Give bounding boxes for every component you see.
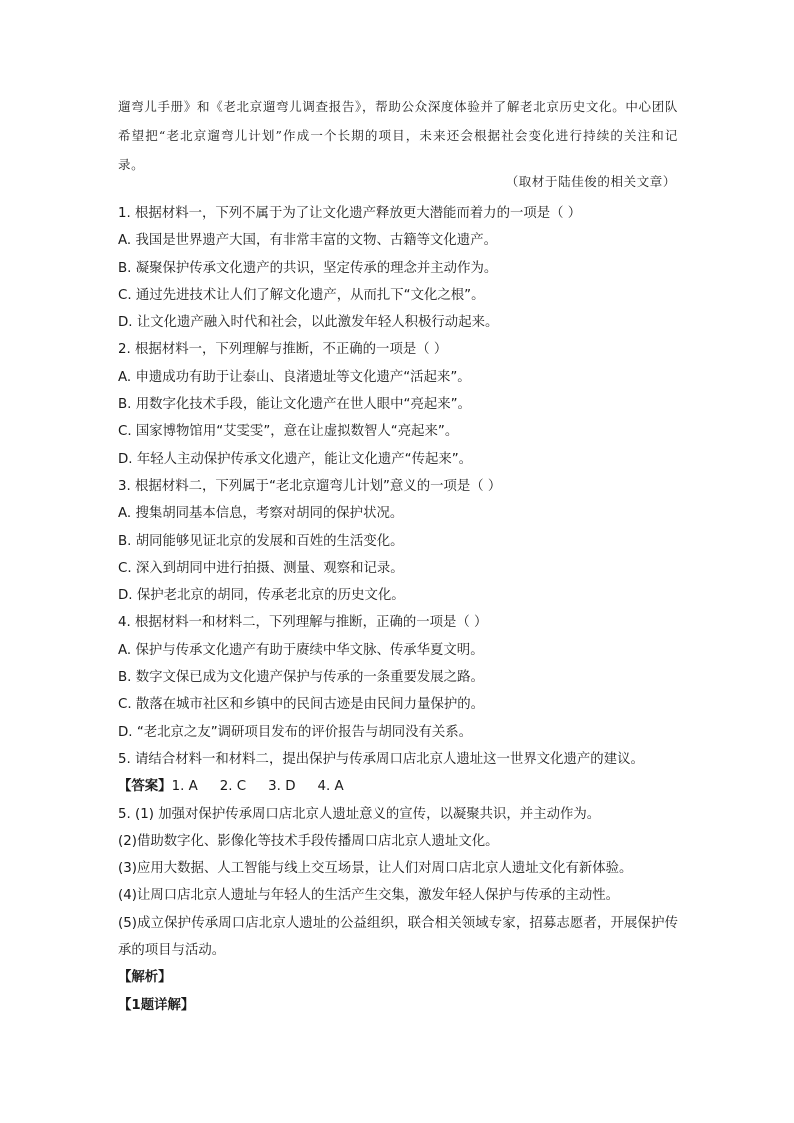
option-a: A. 保护与传承文化遗产有助于赓续中华文脉、传承华夏文明。 <box>118 642 484 658</box>
option-a: A. 申遗成功有助于让泰山、良渚遗址等文化遗产“活起来”。 <box>118 369 471 385</box>
question-2 <box>118 336 678 472</box>
option-c: C. 散落在城市社区和乡镇中的民间古迹是由民间力量保护的。 <box>118 697 485 713</box>
question-1 <box>118 200 678 336</box>
question-stem: 5. 请结合材料一和材料二，提出保护与传承周口店北京人遗址这一世界文化遗产的建议。 <box>118 751 644 767</box>
option-a: A. 搜集胡同基本信息，考察对胡同的保护状况。 <box>118 506 404 522</box>
option-d: D. 保护老北京的胡同，传承老北京的历史文化。 <box>118 588 405 604</box>
question-5 <box>118 746 678 773</box>
answer-item: 2. C <box>219 779 247 795</box>
question-stem: 2. 根据材料一，下列理解与推断，不正确的一项是（ ） <box>118 342 448 358</box>
passage-source: （取材于陆佳俊的相关文章） <box>505 174 676 189</box>
option-b: B. 胡同能够见证北京的发展和百姓的生活变化。 <box>118 533 404 549</box>
answer-5-point: 5. (1) 加强对保护传承周口店北京人遗址意义的宣传，以凝聚共识，并主动作为。 <box>118 806 601 822</box>
option-c: C. 深入到胡同中进行拍摄、测量、观察和记录。 <box>118 560 404 576</box>
option-c: C. 国家博物馆用“艾雯雯”，意在让虚拟数智人“亮起来”。 <box>118 424 459 440</box>
questions-section <box>118 200 678 1019</box>
answer-5-point: (2)借助数字化、影像化等技术手段传播周口店北京人遗址文化。 <box>118 833 499 849</box>
answer-5-list <box>118 801 678 965</box>
answer-item: 4. A <box>317 779 344 795</box>
option-b: B. 凝聚保护传承文化遗产的共识，坚定传承的理念并主动作为。 <box>118 260 498 276</box>
question-stem: 3. 根据材料二，下列属于“老北京遛弯儿计划”意义的一项是（ ） <box>118 478 502 494</box>
question-stem: 1. 根据材料一，下列不属于为了让文化遗产释放更大潜能而着力的一项是（ ） <box>118 206 582 221</box>
question-4 <box>118 609 678 745</box>
question-stem: 4. 根据材料一和材料二，下列理解与推断，正确的一项是（ ） <box>118 615 488 631</box>
option-b: B. 用数字化技术手段，能让文化遗产在世人眼中“亮起来”。 <box>118 397 471 413</box>
answer-5-point: (3)应用大数据、人工智能与线上交互场景，让人们对周口店北京人遗址文化有新体验。 <box>118 861 633 877</box>
option-c: C. 通过先进技术让人们了解文化遗产，从而扎下“文化之根”。 <box>118 287 485 303</box>
answer-item: 3. D <box>268 779 296 795</box>
answer-5-point: (4)让周口店北京人遗址与年轻人的生活产生交集，激发年轻人保护与传承的主动性。 <box>118 888 620 904</box>
option-a: A. 我国是世界遗产大国，有非常丰富的文物、古籍等文化遗产。 <box>118 233 497 249</box>
option-b: B. 数字文保已成为文化遗产保护与传承的一条重要发展之路。 <box>118 670 484 686</box>
analysis-label: 【解析】 <box>118 970 172 986</box>
detail-label: 【1题详解】 <box>118 997 195 1013</box>
answer-5-point: (5)成立保护传承周口店北京人遗址的公益组织，联合相关领域专家，招募志愿者，开展保护传承的项目与活动。 <box>118 915 678 959</box>
answer-label: 【答案】 <box>118 779 172 795</box>
option-d: D. “老北京之友”调研项目发布的评价报告与胡同没有关系。 <box>118 724 473 740</box>
option-d: D. 让文化遗产融入时代和社会，以此激发年轻人积极行动起来。 <box>118 315 499 331</box>
answer-line <box>118 773 678 800</box>
answer-item: 1. A <box>171 779 198 795</box>
passage-paragraph: 遛弯儿手册》和《老北京遛弯儿调查报告》，帮助公众深度体验并了解老北京历史文化。中心团队希望把“老北京遛弯儿计划”作成一个长期的项目，未来还会根据社会变化进行持续的关注和记录。 <box>118 99 678 172</box>
option-d: D. 年轻人主动保护传承文化遗产，能让文化遗产“传起来”。 <box>118 451 473 467</box>
question-3 <box>118 473 678 609</box>
